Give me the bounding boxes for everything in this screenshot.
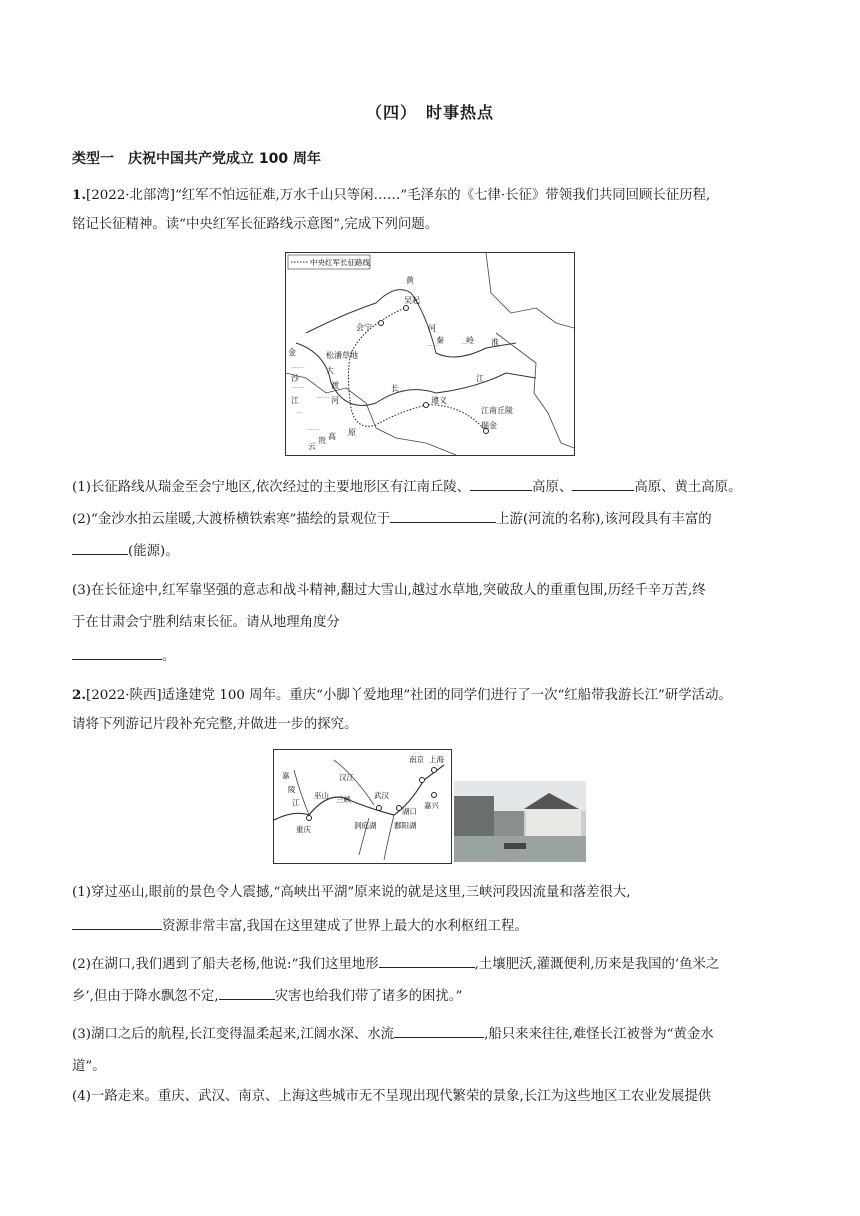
svg-text:渡: 渡 <box>331 381 339 390</box>
long-march-map <box>285 252 575 456</box>
q2-sub1-line1: (1)穿过巫山,眼前的景色令人震撼,“高峡出平湖”原来说的就是这里,三峡河段因流量和落差很大, <box>72 885 631 900</box>
svg-text:陵: 陵 <box>288 785 296 794</box>
svg-text:原: 原 <box>348 428 356 437</box>
yangtze-map-drawing <box>274 750 451 863</box>
answer-blank[interactable] <box>394 1023 484 1038</box>
svg-text:⌒⌒: ⌒⌒ <box>461 343 475 351</box>
svg-text:巫山: 巫山 <box>314 791 329 800</box>
q1-sub3-line3: 。 <box>72 642 792 672</box>
q2-sub1-line2: 资源非常丰富,我国在这里建成了世界上最大的水利枢纽工程。 <box>72 912 792 942</box>
svg-text:长: 长 <box>391 384 399 393</box>
q1-stem-line2: 铭记长征精神。读“中央红军长征路线示意图”,完成下列问题。 <box>72 217 439 232</box>
svg-text:岭: 岭 <box>466 336 474 345</box>
svg-text:江: 江 <box>291 396 299 405</box>
answer-blank[interactable] <box>379 953 475 968</box>
page-title: （四） 时事热点 <box>365 103 494 122</box>
q2-stem-line1: 2.[2022·陕西]适逢建党 100 周年。重庆“小脚丫爱地理”社团的同学们进行了一次“红船带我游长江”研学活动。 <box>72 687 732 703</box>
q2-sub2-line1: (2)在湖口,我们遇到了船夫老杨,他说:“我们这里地形 ,土壤肥沃,灌溉便利,历来是我国的‘鱼米之 <box>72 950 792 980</box>
svg-text:吴起: 吴起 <box>404 296 420 305</box>
svg-text:洞庭湖: 洞庭湖 <box>354 821 377 830</box>
svg-text:河: 河 <box>331 396 339 405</box>
svg-text:会宁: 会宁 <box>356 323 372 332</box>
svg-text:⌒⌒: ⌒⌒ <box>426 345 440 353</box>
svg-text:武汉: 武汉 <box>374 791 389 800</box>
answer-blank[interactable] <box>572 476 634 491</box>
svg-text:淮: 淮 <box>491 338 499 347</box>
q1-sub1: (1)长征路线从瑞金至会宁地区,依次经过的主要地形区有江南丘陵、 高原、 高原、黄土高原。 <box>72 473 792 503</box>
answer-blank[interactable] <box>72 540 128 555</box>
svg-text:瑞金: 瑞金 <box>481 421 497 430</box>
svg-text:⌒⌒: ⌒⌒ <box>316 397 330 405</box>
svg-text:遵义: 遵义 <box>431 396 447 405</box>
q1-sub3-line1: (3)在长征途中,红军靠坚强的意志和战斗精神,翻过大雪山,越过水草地,突破敌人的重重包围,历经千辛万苦,终 <box>72 583 706 598</box>
svg-text:南京: 南京 <box>409 755 424 764</box>
answer-blank[interactable] <box>470 476 532 491</box>
q2-sub4-line1: (4)一路走来。重庆、武汉、南京、上海这些城市无不呈现出现代繁荣的景象,长江为这些地区工农业发展提供 <box>72 1089 712 1104</box>
water-town-photo <box>454 781 586 862</box>
svg-text:贵: 贵 <box>318 436 326 445</box>
svg-text:黄: 黄 <box>406 276 414 285</box>
svg-text:⌒: ⌒ <box>296 412 303 420</box>
q2-sub3-line1: (3)湖口之后的航程,长江变得温柔起来,江阔水深、水流 ,船只来来往往,难怪长江被誉为“黄金水 <box>72 1020 792 1050</box>
svg-text:金: 金 <box>288 348 296 357</box>
svg-text:湖口: 湖口 <box>402 807 417 816</box>
svg-text:河: 河 <box>428 324 436 333</box>
svg-text:松潘草地: 松潘草地 <box>326 351 358 360</box>
svg-text:嘉兴: 嘉兴 <box>424 801 439 810</box>
answer-blank[interactable] <box>390 508 496 523</box>
svg-text:江: 江 <box>476 374 484 383</box>
svg-text:汉江: 汉江 <box>339 773 354 782</box>
water-town-photo-drawing <box>454 781 586 862</box>
svg-text:高: 高 <box>328 432 336 441</box>
svg-text:⌒⌒: ⌒⌒ <box>291 367 305 375</box>
answer-blank[interactable] <box>72 645 162 660</box>
answer-blank[interactable] <box>72 915 162 930</box>
map-legend: 中央红军长征路线 <box>310 258 370 267</box>
q1-sub2-cont: (能源)。 <box>72 537 792 567</box>
svg-text:上海: 上海 <box>429 755 444 764</box>
svg-text:大: 大 <box>326 366 334 375</box>
svg-text:三峡: 三峡 <box>336 795 351 804</box>
svg-text:重庆: 重庆 <box>296 825 311 834</box>
q2-sub3-line2: 道”。 <box>72 1059 106 1074</box>
svg-text:秦: 秦 <box>436 336 444 345</box>
svg-text:江: 江 <box>292 798 300 807</box>
svg-text:嘉: 嘉 <box>282 771 290 780</box>
svg-text:云: 云 <box>308 442 316 451</box>
svg-text:江南丘陵: 江南丘陵 <box>481 406 513 415</box>
svg-text:⌒⌒: ⌒⌒ <box>291 387 305 395</box>
yangtze-map <box>273 749 452 864</box>
svg-text:沙: 沙 <box>291 374 299 383</box>
svg-text:⌒⌒: ⌒⌒ <box>306 429 320 437</box>
q2-sub2-line2: 乡’,但由于降水飘忽不定, 灾害也给我们带了诸多的困扰。” <box>72 982 792 1012</box>
q2-stem-line2: 请将下列游记片段补充完整,并做进一步的探究。 <box>72 717 358 732</box>
section-heading: 类型一 庆祝中国共产党成立 100 周年 <box>72 151 321 167</box>
answer-blank[interactable] <box>219 985 275 1000</box>
svg-text:鄱阳湖: 鄱阳湖 <box>394 821 417 830</box>
long-march-map-drawing <box>286 253 574 455</box>
q1-stem-line1: 1.[2022·北部湾]“红军不怕远征难,万水千山只等闲……”毛泽东的《七律·长征》带领我们共同回顾长征历程, <box>72 187 711 203</box>
q1-sub2: (2)“金沙水拍云崖暖,大渡桥横铁索寒”描绘的景观位于 上游(河流的名称),该河段具有丰富的 <box>72 505 792 535</box>
q1-sub3-line2: 于在甘肃会宁胜利结束长征。请从地理角度分 <box>72 615 340 630</box>
